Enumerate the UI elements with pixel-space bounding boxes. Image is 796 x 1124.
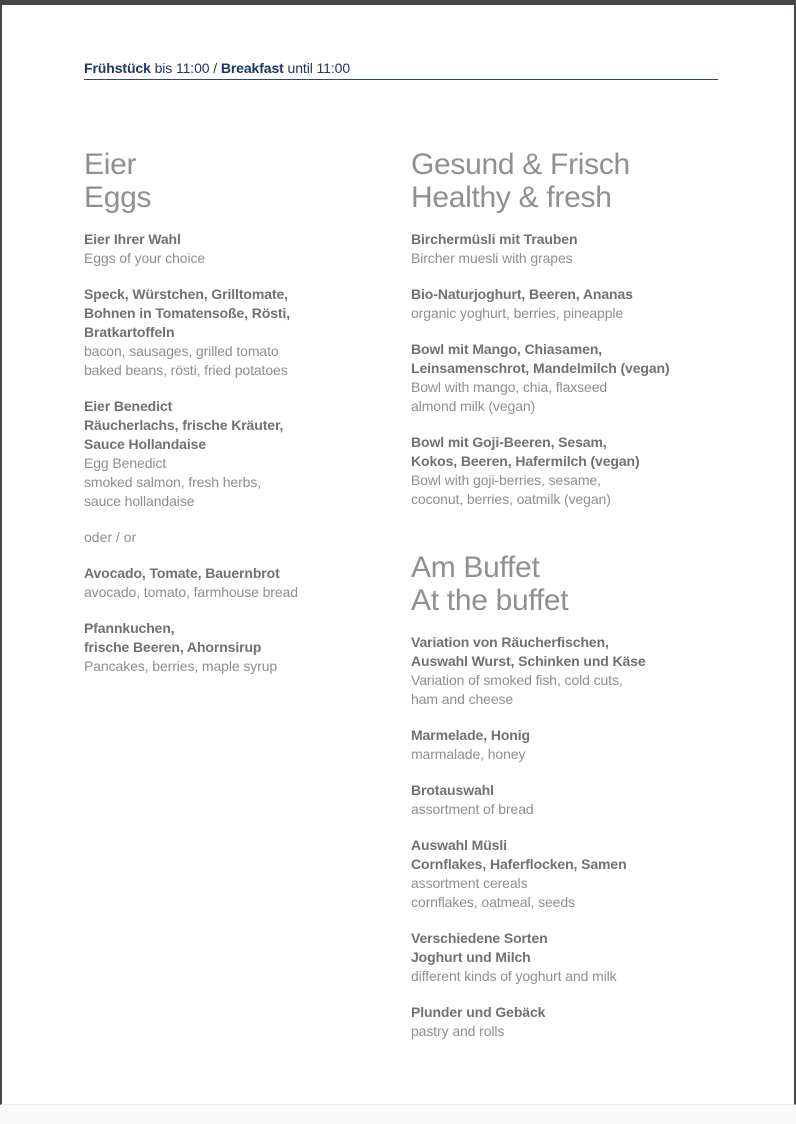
menu-item-name-de: Auswahl Müsli	[411, 837, 507, 853]
menu-item-name-en: smoked salmon, fresh herbs,	[84, 474, 262, 490]
menu-item-name-de: Bohnen in Tomatensoße, Rösti,	[84, 305, 291, 321]
menu-item-name-en: Pancakes, berries, maple syrup	[84, 658, 278, 674]
menu-item-name-de: Joghurt und Milch	[411, 949, 531, 965]
section-heading	[411, 148, 751, 214]
menu-item	[411, 285, 751, 323]
menu-item	[84, 285, 399, 380]
menu-item-name-de: Avocado, Tomate, Bauernbrot	[84, 565, 280, 581]
header-time-de: bis 11:00 /	[150, 60, 221, 76]
menu-item-name-de: Leinsamenschrot, Mandelmilch (vegan)	[411, 360, 670, 376]
menu-section	[411, 148, 751, 509]
header-title-de: Frühstück	[84, 60, 151, 76]
section-heading	[411, 551, 751, 617]
menu-item	[411, 781, 751, 819]
menu-item-name-de: Bowl mit Goji-Beeren, Sesam,	[411, 434, 607, 450]
menu-item-name-en: sauce hollandaise	[84, 493, 195, 509]
section-heading	[84, 148, 399, 214]
menu-item-name-en: avocado, tomato, farmhouse bread	[84, 584, 298, 600]
section-heading-de: Am Buffet	[411, 551, 540, 584]
menu-item	[411, 726, 751, 764]
menu-item-name-en: marmalade, honey	[411, 746, 526, 762]
menu-connector-text: oder / or	[84, 529, 137, 545]
menu-section	[411, 551, 751, 1041]
menu-item-name-de: Speck, Würstchen, Grilltomate,	[84, 286, 288, 302]
menu-section	[84, 148, 399, 676]
menu-item-name-en: Egg Benedict	[84, 455, 167, 471]
page-bottom-margin	[0, 1105, 796, 1124]
menu-item	[84, 397, 399, 511]
menu-item-name-en: ham and cheese	[411, 691, 514, 707]
menu-item-name-en: Eggs of your choice	[84, 250, 206, 266]
menu-item	[411, 836, 751, 912]
menu-item-name-en: pastry and rolls	[411, 1023, 505, 1039]
menu-item	[84, 619, 399, 676]
menu-item-name-de: Birchermüsli mit Trauben	[411, 231, 578, 247]
menu-item	[411, 230, 751, 268]
menu-item-name-de: Cornflakes, Haferflocken, Samen	[411, 856, 627, 872]
menu-item-name-de: Verschiedene Sorten	[411, 930, 548, 946]
menu-item	[411, 633, 751, 709]
section-heading-en: Healthy & fresh	[411, 181, 612, 214]
section-heading-en: At the buffet	[411, 584, 569, 617]
menu-item	[411, 340, 751, 416]
menu-item-name-en: Bircher muesli with grapes	[411, 250, 573, 266]
menu-item-name-de: Kokos, Beeren, Hafermilch (vegan)	[411, 453, 640, 469]
menu-item-name-en: coconut, berries, oatmilk (vegan)	[411, 491, 611, 507]
menu-item-name-en: baked beans, rösti, fried potatoes	[84, 362, 288, 378]
menu-item-name-en: assortment cereals	[411, 875, 528, 891]
menu-item-name-en: bacon, sausages, grilled tomato	[84, 343, 279, 359]
menu-item-name-en: assortment of bread	[411, 801, 534, 817]
menu-item-name-en: different kinds of yoghurt and milk	[411, 968, 617, 984]
section-heading-en: Eggs	[84, 181, 152, 214]
menu-column-left	[84, 148, 399, 676]
menu-item-name-de: Eier Ihrer Wahl	[84, 231, 181, 247]
menu-item-name-de: Auswahl Wurst, Schinken und Käse	[411, 653, 646, 669]
menu-item	[84, 230, 399, 268]
menu-item-name-en: almond milk (vegan)	[411, 398, 536, 414]
menu-item-name-de: Brotauswahl	[411, 782, 494, 798]
menu-item-name-de: Bowl mit Mango, Chiasamen,	[411, 341, 603, 357]
menu-item-name-de: Pfannkuchen,	[84, 620, 175, 636]
menu-item-name-de: Sauce Hollandaise	[84, 436, 207, 452]
menu-item-name-de: Bratkartoffeln	[84, 324, 175, 340]
menu-item-name-en: Bowl with mango, chia, flaxseed	[411, 379, 608, 395]
header-title-en: Breakfast	[220, 60, 284, 76]
menu-item	[411, 433, 751, 509]
menu-item-name-en: cornflakes, oatmeal, seeds	[411, 894, 575, 910]
menu-item	[411, 1003, 751, 1041]
header-time-en: until 11:00	[283, 60, 351, 76]
menu-item-name-en: Variation of smoked fish, cold cuts,	[411, 672, 623, 688]
menu-item	[411, 929, 751, 986]
menu-item	[84, 564, 399, 602]
menu-item-name-de: frische Beeren, Ahornsirup	[84, 639, 262, 655]
menu-item-name-de: Plunder und Gebäck	[411, 1004, 546, 1020]
section-heading-de: Eier	[84, 148, 137, 181]
menu-item-name-de: Bio-Naturjoghurt, Beeren, Ananas	[411, 286, 633, 302]
menu-item-name-de: Variation von Räucherfischen,	[411, 634, 609, 650]
section-heading-de: Gesund & Frisch	[411, 148, 630, 181]
menu-column-right	[411, 148, 751, 1041]
menu-item-name-en: organic yoghurt, berries, pineapple	[411, 305, 624, 321]
menu-item-name-de: Marmelade, Honig	[411, 727, 530, 743]
menu-item-name-de: Eier Benedict	[84, 398, 173, 414]
menu-item-name-de: Räucherlachs, frische Kräuter,	[84, 417, 284, 433]
header-divider	[84, 79, 718, 80]
page-header	[84, 60, 350, 76]
menu-item-name-en: Bowl with goji-berries, sesame,	[411, 472, 601, 488]
